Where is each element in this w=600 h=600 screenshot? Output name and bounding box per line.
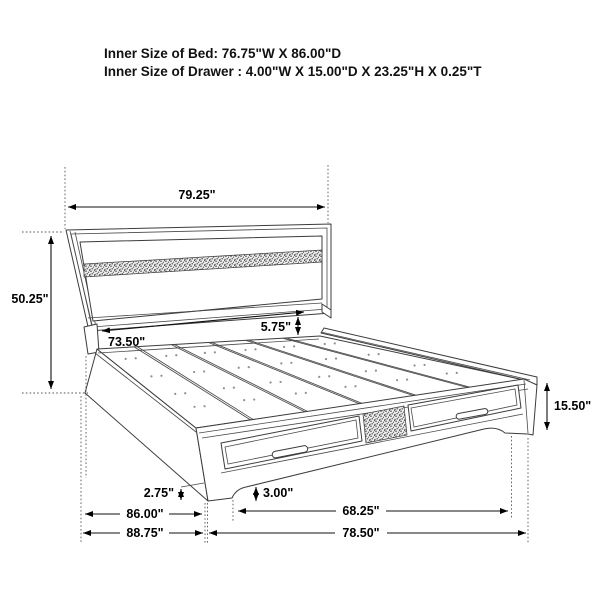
bed-drawing <box>66 224 537 501</box>
dim-rail-height <box>261 317 298 335</box>
slat-screw-dot <box>193 371 195 373</box>
slat-screw-dot <box>378 353 380 355</box>
slat-screw-dot <box>344 386 346 388</box>
dim-label-footboard-width: 78.50" <box>342 526 380 540</box>
slat-screw-dot <box>283 346 285 348</box>
headboard <box>66 224 331 354</box>
slat-screw-dot <box>248 366 250 368</box>
slat-screw-dot <box>293 345 295 347</box>
slat-screw-dot <box>243 399 245 401</box>
slat-screw-dot <box>396 379 398 381</box>
dim-foot-clearance <box>256 486 293 501</box>
dim-label-foot-clearance: 3.00" <box>263 486 294 500</box>
slat-screw-dot <box>125 358 127 360</box>
slat-screw-dot <box>203 370 205 372</box>
slat-screw-dot <box>406 378 408 380</box>
slat-screw-dot <box>318 376 320 378</box>
slat-screw-dot <box>254 348 256 350</box>
dim-label-footboard-height: 15.50" <box>554 399 592 413</box>
slat-screw-dot <box>335 357 337 359</box>
dim-label-headboard-width: 79.25" <box>178 188 216 202</box>
dim-between-legs <box>238 504 508 518</box>
inner-size-of-bed-text: Inner Size of Bed: 76.75"W X 86.00"D <box>104 46 342 61</box>
slat-screw-dot <box>328 375 330 377</box>
slat-screw-dot <box>203 405 205 407</box>
slat-screw-dot <box>279 381 281 383</box>
dim-depth-to-footboard <box>85 507 202 521</box>
dim-label-between-legs: 68.25" <box>342 504 380 518</box>
slat-screw-dot <box>423 364 425 366</box>
slat-screw-dot <box>413 364 415 366</box>
slat-screw-dot <box>193 406 195 408</box>
slat-screw-dot <box>295 392 297 394</box>
slat-screw-dot <box>204 352 206 354</box>
slat-screw-dot <box>165 355 167 357</box>
slat-screw-dot <box>175 354 177 356</box>
slat-screw-dot <box>456 372 458 374</box>
header <box>104 46 482 79</box>
slat-screw-dot <box>238 367 240 369</box>
slat-screw-dot <box>160 375 162 377</box>
slat-screw-dot <box>223 387 225 389</box>
slat-screw-dot <box>150 375 152 377</box>
slat-screw-dot <box>135 357 137 359</box>
dim-label-headboard-height: 50.25" <box>11 292 49 306</box>
dim-footboard-height <box>547 383 591 430</box>
dim-footboard-width <box>209 526 526 540</box>
inner-size-of-drawer-text: Inner Size of Drawer : 4.00"W X 15.00"D X 23.25"H X 0.25"T <box>104 64 482 79</box>
slat-screw-dot <box>365 370 367 372</box>
slat-screw-dot <box>174 393 176 395</box>
dim-label-depth-to-footboard: 86.00" <box>126 507 164 521</box>
slat-screw-dot <box>214 351 216 353</box>
slat-screw-dot <box>184 392 186 394</box>
dim-label-slat-length: 73.50" <box>108 335 146 349</box>
dim-label-overall-depth: 88.75" <box>126 526 164 540</box>
slat-screw-dot <box>334 342 336 344</box>
slat-screw-dot <box>233 387 235 389</box>
slat-screw-dot <box>324 343 326 345</box>
dim-headboard-width <box>65 165 328 229</box>
slat-screw-dot <box>253 398 255 400</box>
slat-screw-dot <box>305 392 307 394</box>
slat-screw-dot <box>244 349 246 351</box>
slat-screw-dot <box>446 372 448 374</box>
slat-screw-dot <box>269 381 271 383</box>
slat-screw-dot <box>290 362 292 364</box>
dim-label-base-height: 2.75" <box>143 486 174 500</box>
slat-screw-dot <box>368 354 370 356</box>
dim-overall-depth <box>83 526 203 540</box>
slat-screw-dot <box>354 385 356 387</box>
dim-label-rail-height: 5.75" <box>260 320 291 334</box>
slat-screw-dot <box>325 358 327 360</box>
slat-screw-dot <box>375 370 377 372</box>
slat-screw-dot <box>280 362 282 364</box>
